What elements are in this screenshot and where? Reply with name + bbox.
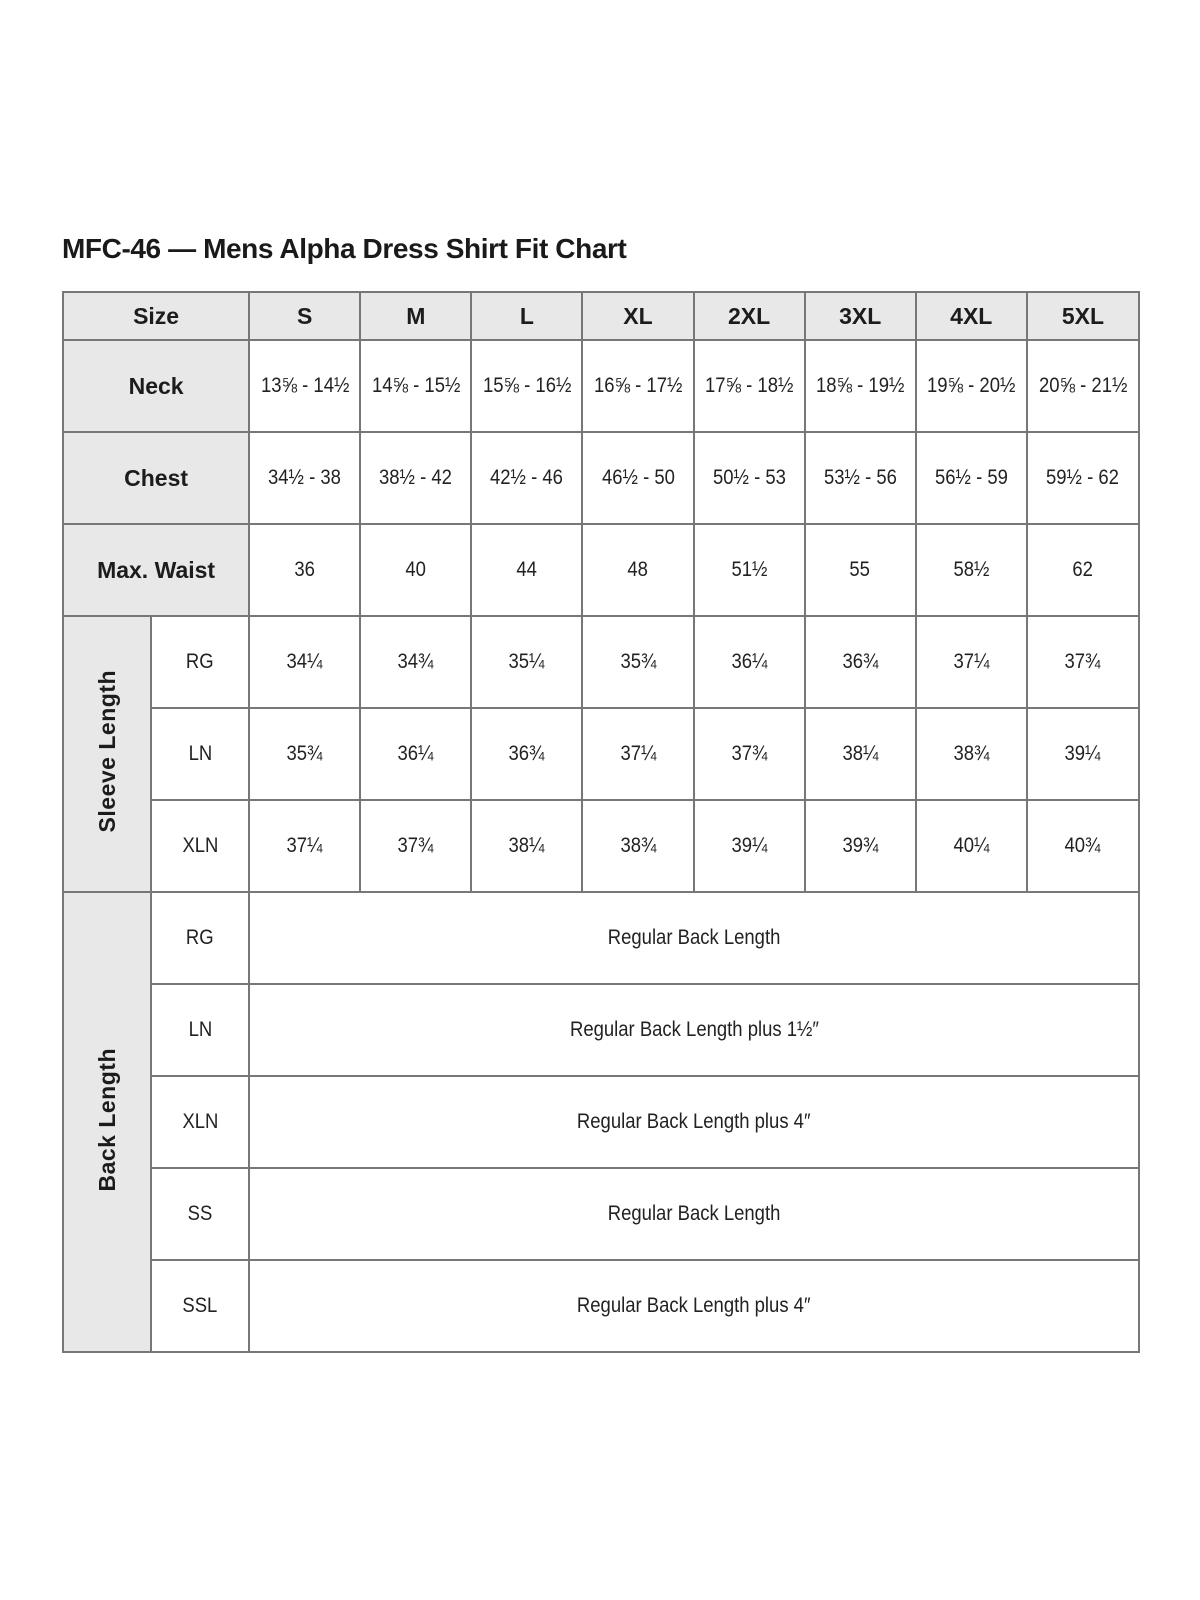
back-length-group-label [63,892,151,1352]
cell-text: 35¾ [619,650,656,673]
cell-text: SSL [182,1294,218,1317]
max-waist-xl [582,524,693,616]
cell-text: 38¾ [953,742,990,765]
sleeve-rg-4xl [916,616,1027,708]
cell-text: 36 [294,558,315,581]
cell-text: 19⅝ - 20½ [927,374,1016,397]
cell-text: 37¼ [286,834,323,857]
cell-text: 56½ - 59 [934,466,1008,489]
cell-text: 40¾ [1064,834,1101,857]
cell-text: RG [186,926,214,949]
back-rg-value [249,892,1139,984]
cell-text: 14⅝ - 15½ [371,374,460,397]
cell-text: 17⅝ - 18½ [704,374,794,397]
sleeve-ln-xl [582,708,693,800]
cell-text: LN [188,742,212,765]
sleeve-rg-2xl [694,616,805,708]
chest-5xl [1027,432,1139,524]
cell-text: 38¼ [508,834,545,857]
back-xln-row [63,1076,1139,1168]
header-size-m: M [360,292,471,340]
header-size-4xl: 4XL [916,292,1027,340]
back-ss-value [249,1168,1139,1260]
cell-text: Regular Back Length plus 4″ [577,1294,811,1317]
cell-text: 34½ - 38 [268,466,342,489]
neck-row [63,340,1139,432]
cell-text: 37¼ [953,650,990,673]
max-waist-l [471,524,582,616]
sleeve-xln-label [151,800,249,892]
cell-text: 38¾ [619,834,656,857]
cell-text: 35¼ [508,650,545,673]
neck-s [249,340,360,432]
sleeve-rg-xl [582,616,693,708]
cell-text: 34¾ [397,650,434,673]
sleeve-rg-row [63,616,1139,708]
cell-text: Regular Back Length plus 4″ [577,1110,811,1133]
header-size-xl: XL [582,292,693,340]
chest-m [360,432,471,524]
chest-l [471,432,582,524]
max-waist-label: Max. Waist [63,524,249,616]
cell-text: 36¼ [397,742,434,765]
cell-text: SS [187,1202,213,1225]
page-title: MFC-46 — Mens Alpha Dress Shirt Fit Chart [62,233,627,264]
back-ln-row [63,984,1139,1076]
fit-chart-table [62,291,1140,1353]
cell-text: 40¼ [953,834,990,857]
sleeve-xln-3xl [805,800,916,892]
neck-m [360,340,471,432]
max-waist-5xl [1027,524,1139,616]
sleeve-rg-s [249,616,360,708]
cell-text: 34¼ [286,650,323,673]
back-rg-row [63,892,1139,984]
back-ssl-label [151,1260,249,1352]
neck-xl [582,340,693,432]
sleeve-rg-5xl [1027,616,1139,708]
sleeve-length-group-label [63,616,151,892]
max-waist-m [360,524,471,616]
header-size-3xl: 3XL [805,292,916,340]
cell-text: 48 [627,558,649,581]
chest-s [249,432,360,524]
cell-text: 36¼ [731,650,768,673]
cell-text: XLN [182,1110,219,1133]
sleeve-ln-5xl [1027,708,1139,800]
header-size-2xl: 2XL [694,292,805,340]
cell-text: 39¼ [731,834,768,857]
cell-text: 59½ - 62 [1046,466,1120,489]
cell-text: 53½ - 56 [823,466,897,489]
neck-4xl [916,340,1027,432]
sleeve-rg-label [151,616,249,708]
sleeve-rg-l [471,616,582,708]
cell-text: 38¼ [842,742,879,765]
header-size: Size [63,292,249,340]
chest-row [63,432,1139,524]
neck-label: Neck [63,340,249,432]
cell-text: 51½ [731,558,768,581]
cell-text: 13⅝ - 14½ [260,374,349,397]
sleeve-xln-4xl [916,800,1027,892]
sleeve-length-vertical-text: Sleeve Length [93,670,120,833]
chest-3xl [805,432,916,524]
cell-text: 46½ - 50 [601,466,675,489]
cell-text: 39¾ [842,834,879,857]
cell-text: 55 [849,558,871,581]
header-size-5xl: 5XL [1027,292,1139,340]
back-ln-value [249,984,1139,1076]
cell-text: Regular Back Length plus 1½″ [569,1018,819,1041]
header-row [63,292,1139,340]
neck-l [471,340,582,432]
max-waist-s [249,524,360,616]
header-size-s: S [249,292,360,340]
cell-text: Regular Back Length [607,926,781,949]
cell-text: 39¼ [1064,742,1101,765]
back-ss-label [151,1168,249,1260]
cell-text: 40 [405,558,427,581]
sleeve-xln-s [249,800,360,892]
back-length-vertical-text: Back Length [93,1047,120,1192]
sleeve-ln-row [63,708,1139,800]
back-rg-label [151,892,249,984]
back-xln-value [249,1076,1139,1168]
cell-text: 36¾ [842,650,879,673]
cell-text: Regular Back Length [607,1202,781,1225]
cell-text: 15⅝ - 16½ [482,374,572,397]
cell-text: 37¾ [1064,650,1101,673]
chest-2xl [694,432,805,524]
back-ssl-value [249,1260,1139,1352]
max-waist-2xl [694,524,805,616]
neck-5xl [1027,340,1139,432]
cell-text: XLN [182,834,219,857]
sleeve-ln-s [249,708,360,800]
sleeve-xln-5xl [1027,800,1139,892]
neck-2xl [694,340,805,432]
cell-text: 44 [516,558,538,581]
sleeve-xln-m [360,800,471,892]
chest-xl [582,432,693,524]
back-xln-label [151,1076,249,1168]
cell-text: 62 [1072,558,1094,581]
back-ssl-row [63,1260,1139,1352]
cell-text: 35¾ [286,742,323,765]
sleeve-rg-3xl [805,616,916,708]
cell-text: 42½ - 46 [490,466,564,489]
cell-text: 16⅝ - 17½ [593,374,683,397]
cell-text: 58½ [953,558,990,581]
cell-text: 18⅝ - 19½ [815,374,905,397]
back-ln-label [151,984,249,1076]
cell-text: 38½ - 42 [379,466,453,489]
neck-3xl [805,340,916,432]
cell-text: 20⅝ - 21½ [1038,374,1128,397]
sleeve-xln-xl [582,800,693,892]
chest-4xl [916,432,1027,524]
sleeve-ln-4xl [916,708,1027,800]
max-waist-4xl [916,524,1027,616]
max-waist-3xl [805,524,916,616]
cell-text: RG [186,650,214,673]
cell-text: 37¼ [619,742,656,765]
sleeve-ln-l [471,708,582,800]
sleeve-ln-3xl [805,708,916,800]
header-size-l: L [471,292,582,340]
sleeve-ln-2xl [694,708,805,800]
sleeve-ln-m [360,708,471,800]
sleeve-xln-2xl [694,800,805,892]
chest-label: Chest [63,432,249,524]
cell-text: 37¾ [397,834,434,857]
sleeve-xln-row [63,800,1139,892]
cell-text: 36¾ [508,742,545,765]
cell-text: 37¾ [731,742,768,765]
cell-text: 50½ - 53 [712,466,786,489]
sleeve-rg-m [360,616,471,708]
back-ss-row [63,1168,1139,1260]
sleeve-xln-l [471,800,582,892]
max-waist-row [63,524,1139,616]
cell-text: LN [188,1018,212,1041]
sleeve-ln-label [151,708,249,800]
